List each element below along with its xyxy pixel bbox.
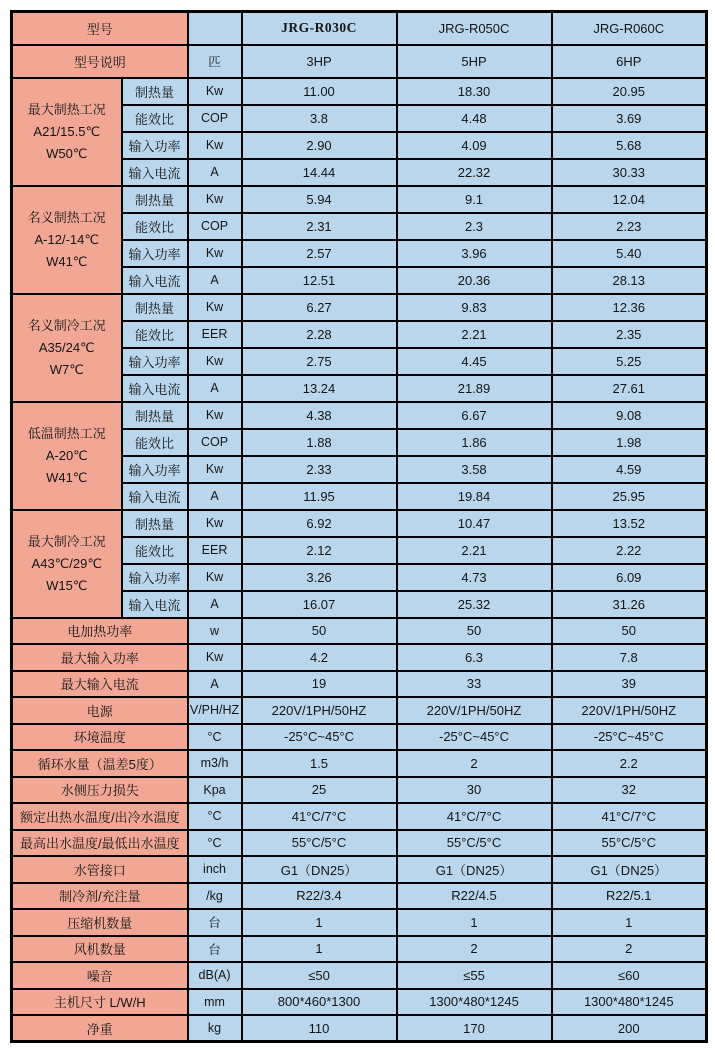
model-name-cell: JRG-R060C [552, 12, 707, 45]
group-label-line: W7℃ [49, 362, 84, 377]
table-row [12, 883, 707, 910]
group-label-line: A21/15.5℃ [33, 124, 101, 139]
value-cell: 22.32 [397, 159, 552, 186]
unit-cell: /kg [188, 883, 242, 910]
unit-cell: dB(A) [188, 962, 242, 989]
value-cell: 10.47 [397, 510, 552, 537]
value-cell: 170 [397, 1015, 552, 1042]
unit-cell: COP [188, 105, 242, 132]
value-cell: 32 [552, 777, 707, 804]
value-cell: 2 [552, 936, 707, 963]
value-cell: 50 [242, 618, 397, 645]
row-label-cell: 净重 [12, 1015, 188, 1042]
table-row [12, 830, 707, 857]
unit-cell: Kw [188, 402, 242, 429]
value-cell: 110 [242, 1015, 397, 1042]
value-cell: 2.33 [242, 456, 397, 483]
value-cell: 1300*480*1245 [552, 989, 707, 1016]
value-cell: 2.21 [397, 321, 552, 348]
unit-cell: kg [188, 1015, 242, 1042]
value-cell: 25.95 [552, 483, 707, 510]
row-label-cell: 噪音 [12, 962, 188, 989]
value-cell: G1（DN25） [397, 856, 552, 883]
value-cell: R22/4.5 [397, 883, 552, 910]
value-cell: 30 [397, 777, 552, 804]
value-cell: ≤50 [242, 962, 397, 989]
unit-cell: mm [188, 989, 242, 1016]
table-row [12, 186, 707, 213]
unit-cell: m3/h [188, 750, 242, 777]
row-label-cell: 风机数量 [12, 936, 188, 963]
group-label-cell [12, 186, 122, 294]
value-cell: 1 [242, 909, 397, 936]
row-label-cell: 压缩机数量 [12, 909, 188, 936]
value-cell: 27.61 [552, 375, 707, 402]
group-label-line: W15℃ [46, 578, 88, 593]
value-cell: 2 [397, 750, 552, 777]
group-label-line: A-20℃ [45, 448, 88, 463]
value-cell: 31.26 [552, 591, 707, 618]
unit-cell: 台 [188, 909, 242, 936]
value-cell: 55°C/5°C [242, 830, 397, 857]
group-label-lines [13, 103, 121, 160]
row-label-cell: 主机尺寸 L/W/H [12, 989, 188, 1016]
value-cell: 6.09 [552, 564, 707, 591]
hp-value-cell: 6HP [552, 45, 707, 78]
value-cell: 2.75 [242, 348, 397, 375]
table-row [12, 1015, 707, 1042]
unit-cell: Kw [188, 240, 242, 267]
value-cell: 2.21 [397, 537, 552, 564]
value-cell: 2.28 [242, 321, 397, 348]
row-label-cell: 输入功率 [122, 456, 188, 483]
model-row-label: 型号 [12, 12, 188, 45]
value-cell: R22/5.1 [552, 883, 707, 910]
table-row [12, 989, 707, 1016]
model-row-unit-cell [188, 12, 242, 45]
group-label-line: W41℃ [46, 254, 88, 269]
value-cell: 3.58 [397, 456, 552, 483]
value-cell: 41°C/7°C [552, 803, 707, 830]
value-cell: 1.88 [242, 429, 397, 456]
value-cell: 800*460*1300 [242, 989, 397, 1016]
hp-value-cell: 5HP [397, 45, 552, 78]
unit-cell: A [188, 159, 242, 186]
row-label-cell: 水管接口 [12, 856, 188, 883]
value-cell: 9.08 [552, 402, 707, 429]
value-cell: 6.67 [397, 402, 552, 429]
row-label-cell: 能效比 [122, 537, 188, 564]
spec-table-body [12, 12, 707, 1042]
value-cell: 3.96 [397, 240, 552, 267]
unit-cell: inch [188, 856, 242, 883]
model-name-cell: JRG-R030C [242, 12, 397, 45]
unit-cell: EER [188, 321, 242, 348]
unit-cell: V/PH/HZ [188, 697, 242, 724]
value-cell: 200 [552, 1015, 707, 1042]
value-cell: 1 [242, 936, 397, 963]
row-label-cell: 输入电流 [122, 159, 188, 186]
table-row [12, 724, 707, 751]
unit-cell: A [188, 671, 242, 698]
value-cell: 3.8 [242, 105, 397, 132]
unit-cell: Kw [188, 510, 242, 537]
value-cell: 220V/1PH/50HZ [397, 697, 552, 724]
group-label-lines [13, 211, 121, 268]
value-cell: 41°C/7°C [397, 803, 552, 830]
row-label-cell: 输入电流 [122, 591, 188, 618]
value-cell: 2.23 [552, 213, 707, 240]
row-label-cell: 水侧压力损失 [12, 777, 188, 804]
group-label-line: 名义制热工况 [27, 210, 106, 225]
model-desc-unit-cell: 匹 [188, 45, 242, 78]
value-cell: 19.84 [397, 483, 552, 510]
row-label-cell: 制热量 [122, 294, 188, 321]
value-cell: 12.04 [552, 186, 707, 213]
value-cell: 9.1 [397, 186, 552, 213]
value-cell: 1.86 [397, 429, 552, 456]
unit-cell: Kpa [188, 777, 242, 804]
row-label-cell: 循环水量（温差5度） [12, 750, 188, 777]
table-row [12, 671, 707, 698]
model-name-cell: JRG-R050C [397, 12, 552, 45]
value-cell: 4.09 [397, 132, 552, 159]
table-row [12, 78, 707, 105]
group-label-lines [13, 319, 121, 376]
group-label-cell [12, 510, 122, 618]
value-cell: 41°C/7°C [242, 803, 397, 830]
value-cell: 6.3 [397, 644, 552, 671]
table-row [12, 962, 707, 989]
row-label-cell: 输入功率 [122, 132, 188, 159]
unit-cell: Kw [188, 564, 242, 591]
table-row [12, 618, 707, 645]
value-cell: 5.94 [242, 186, 397, 213]
row-label-cell: 环境温度 [12, 724, 188, 751]
value-cell: 2.57 [242, 240, 397, 267]
value-cell: 13.52 [552, 510, 707, 537]
value-cell: 20.95 [552, 78, 707, 105]
value-cell: 20.36 [397, 267, 552, 294]
table-row [12, 697, 707, 724]
unit-cell: Kw [188, 186, 242, 213]
table-row [12, 909, 707, 936]
value-cell: 6.27 [242, 294, 397, 321]
value-cell: 19 [242, 671, 397, 698]
value-cell: 5.68 [552, 132, 707, 159]
table-row [12, 777, 707, 804]
value-cell: 16.07 [242, 591, 397, 618]
row-label-cell: 输入电流 [122, 267, 188, 294]
value-cell: 1 [552, 909, 707, 936]
row-label-cell: 输入电流 [122, 483, 188, 510]
model-header-row [12, 12, 707, 45]
value-cell: 21.89 [397, 375, 552, 402]
unit-cell: Kw [188, 644, 242, 671]
unit-cell: w [188, 618, 242, 645]
row-label-cell: 输入电流 [122, 375, 188, 402]
value-cell: 5.40 [552, 240, 707, 267]
value-cell: 9.83 [397, 294, 552, 321]
value-cell: 5.25 [552, 348, 707, 375]
value-cell: 220V/1PH/50HZ [552, 697, 707, 724]
unit-cell: Kw [188, 294, 242, 321]
value-cell: 220V/1PH/50HZ [242, 697, 397, 724]
group-label-line: W50℃ [46, 146, 88, 161]
unit-cell: EER [188, 537, 242, 564]
value-cell: 3.26 [242, 564, 397, 591]
group-label-cell [12, 294, 122, 402]
group-label-lines [13, 427, 121, 484]
unit-cell: Kw [188, 132, 242, 159]
unit-cell: A [188, 267, 242, 294]
row-label-cell: 能效比 [122, 429, 188, 456]
value-cell: 2.90 [242, 132, 397, 159]
value-cell: 12.51 [242, 267, 397, 294]
value-cell: 33 [397, 671, 552, 698]
table-row [12, 750, 707, 777]
unit-cell: A [188, 483, 242, 510]
value-cell: 2.2 [552, 750, 707, 777]
row-label-cell: 输入功率 [122, 240, 188, 267]
value-cell: G1（DN25） [552, 856, 707, 883]
unit-cell: 台 [188, 936, 242, 963]
row-label-cell: 能效比 [122, 321, 188, 348]
value-cell: 1300*480*1245 [397, 989, 552, 1016]
group-label-line: 最大制冷工况 [27, 534, 106, 549]
row-label-cell: 能效比 [122, 105, 188, 132]
value-cell: -25°C~45°C [552, 724, 707, 751]
value-cell: 2.3 [397, 213, 552, 240]
unit-cell: Kw [188, 348, 242, 375]
unit-cell: A [188, 375, 242, 402]
row-label-cell: 制热量 [122, 402, 188, 429]
group-label-line: 最大制热工况 [27, 102, 106, 117]
row-label-cell: 最大输入功率 [12, 644, 188, 671]
model-desc-label: 型号说明 [12, 45, 188, 78]
table-row [12, 510, 707, 537]
value-cell: 1 [397, 909, 552, 936]
value-cell: 3.69 [552, 105, 707, 132]
row-label-cell: 输入功率 [122, 348, 188, 375]
unit-cell: Kw [188, 456, 242, 483]
value-cell: -25°C~45°C [397, 724, 552, 751]
unit-cell: °C [188, 830, 242, 857]
value-cell: 12.36 [552, 294, 707, 321]
group-label-cell [12, 78, 122, 186]
group-label-lines [13, 535, 121, 592]
value-cell: 1.5 [242, 750, 397, 777]
value-cell: 1.98 [552, 429, 707, 456]
row-label-cell: 最大输入电流 [12, 671, 188, 698]
value-cell: 55°C/5°C [397, 830, 552, 857]
value-cell: 4.48 [397, 105, 552, 132]
value-cell: 6.92 [242, 510, 397, 537]
row-label-cell: 制热量 [122, 186, 188, 213]
value-cell: 2.12 [242, 537, 397, 564]
value-cell: -25°C~45°C [242, 724, 397, 751]
value-cell: 50 [552, 618, 707, 645]
table-row [12, 294, 707, 321]
model-desc-row [12, 45, 707, 78]
row-label-cell: 制热量 [122, 78, 188, 105]
value-cell: 13.24 [242, 375, 397, 402]
group-label-line: 低温制热工况 [27, 426, 106, 441]
value-cell: 11.00 [242, 78, 397, 105]
value-cell: 4.73 [397, 564, 552, 591]
value-cell: 2.35 [552, 321, 707, 348]
value-cell: 28.13 [552, 267, 707, 294]
row-label-cell: 输入功率 [122, 564, 188, 591]
spec-table [10, 10, 708, 1043]
group-label-line: 名义制冷工况 [27, 318, 106, 333]
row-label-cell: 电源 [12, 697, 188, 724]
unit-cell: Kw [188, 78, 242, 105]
table-row [12, 936, 707, 963]
value-cell: 4.2 [242, 644, 397, 671]
value-cell: 11.95 [242, 483, 397, 510]
row-label-cell: 能效比 [122, 213, 188, 240]
table-row [12, 803, 707, 830]
hp-value-cell: 3HP [242, 45, 397, 78]
value-cell: ≤55 [397, 962, 552, 989]
row-label-cell: 最高出水温度/最低出水温度 [12, 830, 188, 857]
group-label-line: A43℃/29℃ [31, 556, 102, 571]
value-cell: 2.31 [242, 213, 397, 240]
value-cell: 14.44 [242, 159, 397, 186]
value-cell: 4.59 [552, 456, 707, 483]
value-cell: 25.32 [397, 591, 552, 618]
table-row [12, 856, 707, 883]
value-cell: G1（DN25） [242, 856, 397, 883]
group-label-line: A35/24℃ [38, 340, 95, 355]
value-cell: 30.33 [552, 159, 707, 186]
value-cell: 25 [242, 777, 397, 804]
table-row [12, 402, 707, 429]
value-cell: 55°C/5°C [552, 830, 707, 857]
value-cell: 7.8 [552, 644, 707, 671]
value-cell: 50 [397, 618, 552, 645]
value-cell: ≤60 [552, 962, 707, 989]
group-label-cell [12, 402, 122, 510]
group-label-line: W41℃ [46, 470, 88, 485]
row-label-cell: 电加热功率 [12, 618, 188, 645]
unit-cell: COP [188, 429, 242, 456]
group-label-line: A-12/-14℃ [34, 232, 99, 247]
row-label-cell: 额定出热水温度/出冷水温度 [12, 803, 188, 830]
value-cell: 2 [397, 936, 552, 963]
row-label-cell: 制热量 [122, 510, 188, 537]
value-cell: 4.45 [397, 348, 552, 375]
value-cell: 18.30 [397, 78, 552, 105]
unit-cell: A [188, 591, 242, 618]
unit-cell: COP [188, 213, 242, 240]
value-cell: 39 [552, 671, 707, 698]
row-label-cell: 制冷剂/充注量 [12, 883, 188, 910]
table-row [12, 644, 707, 671]
value-cell: R22/3.4 [242, 883, 397, 910]
value-cell: 4.38 [242, 402, 397, 429]
unit-cell: °C [188, 803, 242, 830]
value-cell: 2.22 [552, 537, 707, 564]
unit-cell: °C [188, 724, 242, 751]
